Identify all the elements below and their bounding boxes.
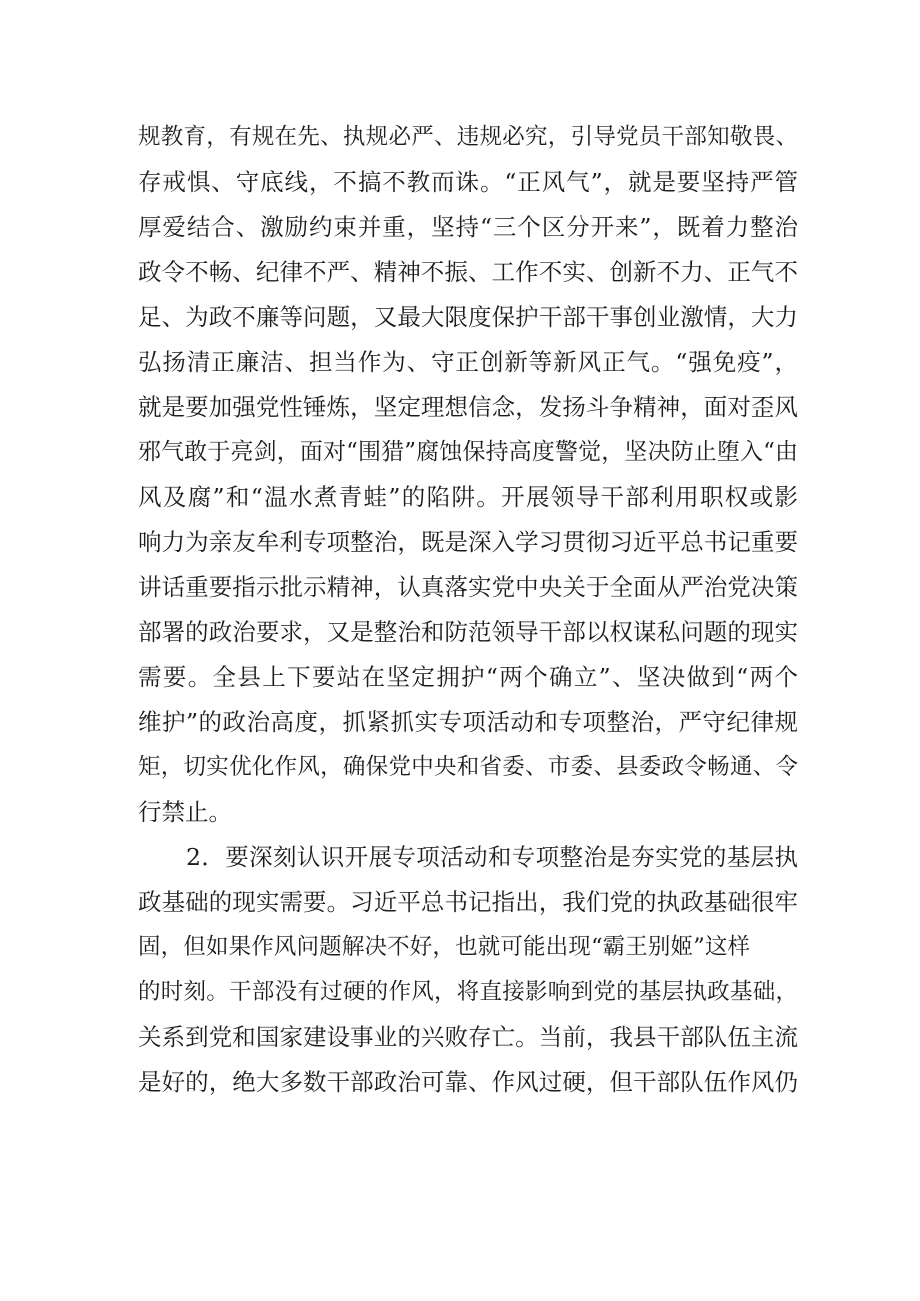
paragraph-line: 的时刻。干部没有过硬的作风，将直接影响到党的基层执政基础， xyxy=(138,979,798,1005)
paragraph-line: 风及腐”和“温水煮青蛙”的陷阱。开展领导干部利用职权或影 xyxy=(138,483,798,511)
paragraph-line: 厚爱结合、激励约束并重，坚持“三个区分开来”，既着力整治 xyxy=(138,213,798,241)
paragraph-line: 就是要加强党性锤炼，坚定理想信念，发扬斗争精神，面对歪风 xyxy=(138,393,798,421)
paragraph-line: 政令不畅、纪律不严、精神不振、工作不实、创新不力、正气不 xyxy=(138,258,798,286)
paragraph-line: 2．要深刻认识开展专项活动和专项整治是夯实党的基层执 xyxy=(186,843,798,871)
paragraph-line: 讲话重要指示批示精神，认真落实党中央关于全面从严治党决策 xyxy=(138,573,798,601)
paragraph-line: 需要。全县上下要站在坚定拥护“两个确立”、坚决做到“两个 xyxy=(138,663,798,691)
paragraph-line: 矩，切实优化作风，确保党中央和省委、市委、县委政令畅通、令 xyxy=(138,754,798,780)
paragraph-line: 规教育，有规在先、执规必严、违规必究，引导党员干部知敬畏、 xyxy=(138,124,798,150)
paragraph-line: 部署的政治要求，又是整治和防范领导干部以权谋私问题的现实 xyxy=(138,618,798,646)
paragraph-line: 政基础的现实需要。习近平总书记指出，我们党的执政基础很牢 xyxy=(138,888,798,916)
paragraph-line: 弘扬清正廉洁、担当作为、守正创新等新风正气。“强免疫”， xyxy=(138,348,798,376)
paragraph-line: 是好的，绝大多数干部政治可靠、作风过硬，但干部队伍作风仍 xyxy=(138,1068,798,1096)
paragraph-line: 关系到党和国家建设事业的兴败存亡。当前，我县干部队伍主流 xyxy=(138,1023,798,1051)
paragraph-line: 维护”的政治高度，抓紧抓实专项活动和专项整治，严守纪律规 xyxy=(138,708,798,736)
paragraph-line: 行禁止。 xyxy=(138,798,232,826)
paragraph-line: 固，但如果作风问题解决不好，也就可能出现“霸王别姬”这样 xyxy=(138,934,750,960)
paragraph-line: 邪气敢于亮剑，面对“围猎”腐蚀保持高度警觉，坚决防止堕入“由 xyxy=(138,439,798,465)
paragraph-line: 足、为政不廉等问题，又最大限度保护干部干事创业激情，大力 xyxy=(138,303,798,331)
paragraph-line: 响力为亲友牟利专项整治，既是深入学习贯彻习近平总书记重要 xyxy=(138,528,798,556)
paragraph-line: 存戒惧、守底线，不搞不教而诛。“正风气”，就是要坚持严管 xyxy=(138,168,798,196)
